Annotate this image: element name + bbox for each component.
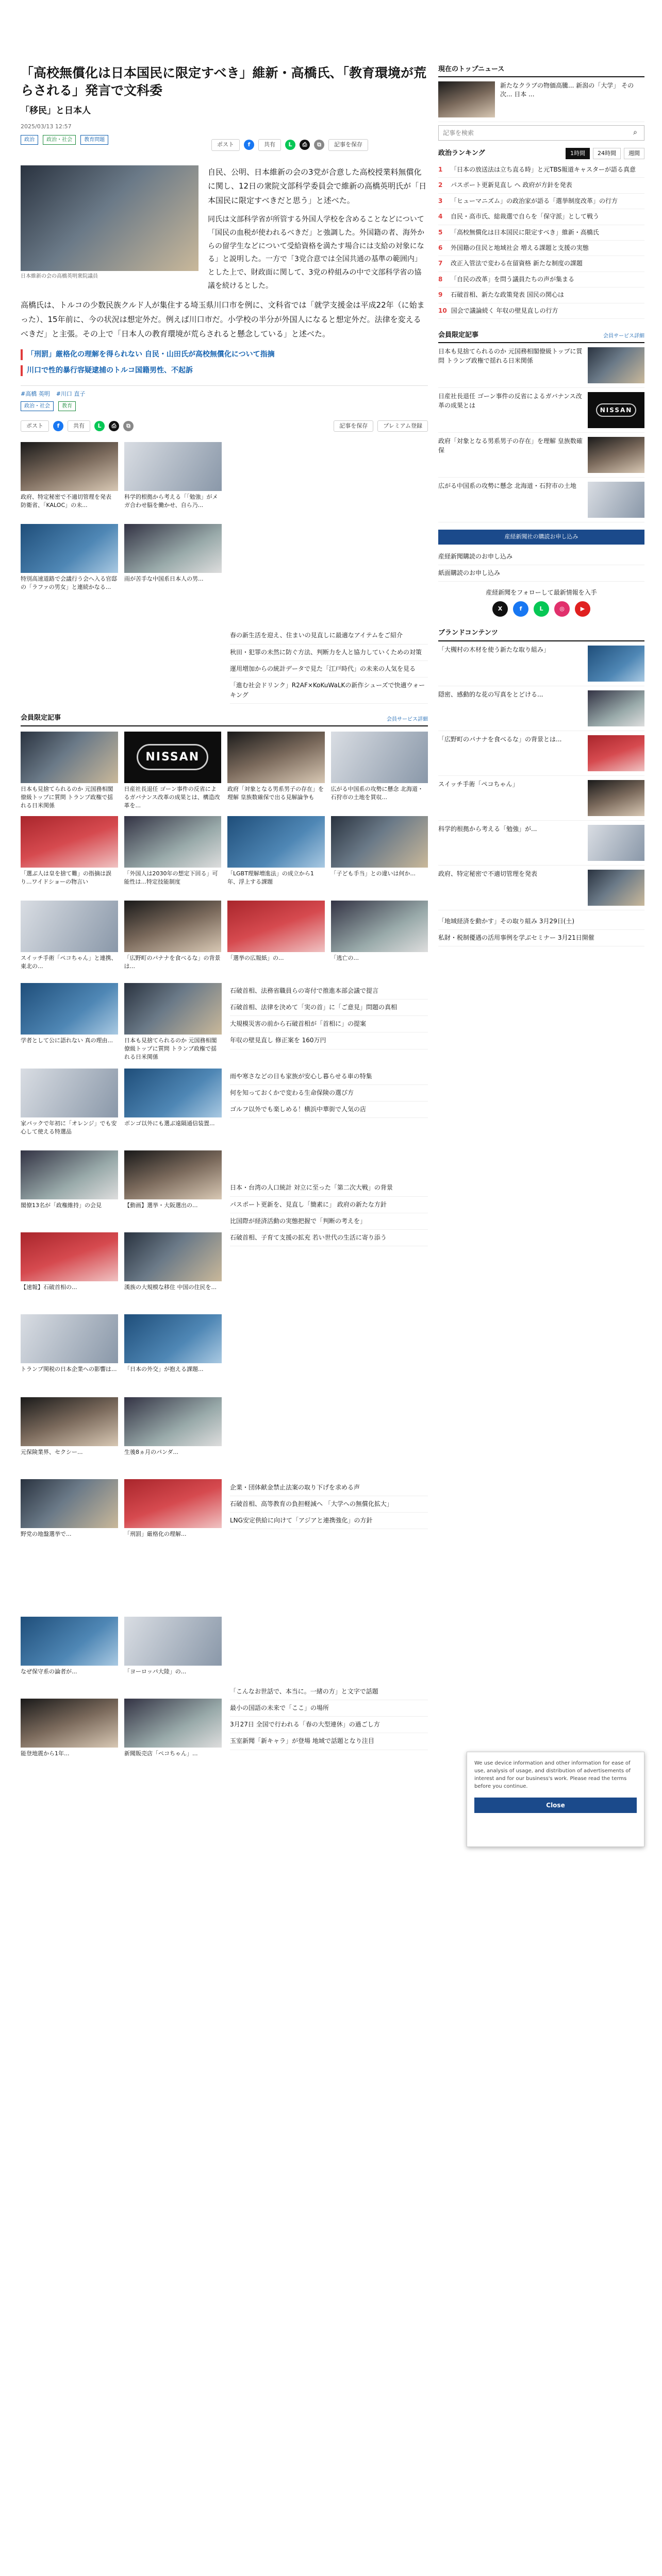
ad-text-list bbox=[230, 1069, 428, 1390]
news-card[interactable]: トランプ関税の日本企業への影響は... bbox=[21, 1314, 118, 1390]
paragraph: 同氏は文部科学省が所管する外国人学校を含めることなどについて「国民の血税が使われるべきだ」と強調した。外国籍の者、海外からの留学生などについて受給資格を満たす場合には支給の対象になる」と説明した。一方で「3党合意では全国共通の基準の範囲内」とした上で、財政面に関して、3党の枠組みの中で文部科学省の協議を続けるとした。 bbox=[208, 215, 424, 291]
member-card[interactable]: 学者として公に語れない 真の理由... bbox=[21, 983, 118, 1061]
share-button[interactable]: 共有 bbox=[258, 139, 281, 151]
member-card[interactable]: 広がる中国系の攻勢に懸念 北海道・石狩市の土地を買収... bbox=[331, 732, 428, 810]
ranking-item[interactable]: 4 自民・高市氏、総裁選で自らを「保守派」として戦う bbox=[438, 209, 644, 225]
member-card[interactable]: 「LGBT理解増進法」の成立から1年、浮上する課題 bbox=[227, 816, 325, 894]
text-link[interactable]: パスポート更新を、見直し「簡素に」 政府の新たな方針 bbox=[230, 1197, 428, 1213]
member-card[interactable]: 「選挙の広報紙」の... bbox=[227, 901, 325, 979]
member-text-list bbox=[230, 983, 428, 1061]
news-card[interactable]: 野党の地盤選挙で... bbox=[21, 1479, 118, 1555]
ranking-item[interactable]: 8 「自民の改革」を問う議員たちの声が集まる bbox=[438, 272, 644, 287]
sidebar bbox=[438, 0, 644, 946]
ranking-item[interactable]: 2 パスポート更新見直し へ 政府が方針を発表 bbox=[438, 178, 644, 193]
member-card[interactable]: 「逃亡の... bbox=[331, 901, 428, 979]
member-section-header bbox=[21, 713, 428, 726]
text-link[interactable]: 年収の壁見直し 修正案を 160万円 bbox=[230, 1032, 428, 1049]
final-area bbox=[21, 1617, 428, 1774]
photo-caption: 日本維新の会の高橋英明衆院議員 bbox=[21, 273, 98, 279]
author-tags bbox=[21, 385, 428, 399]
member-card[interactable]: 日本も見捨てられるのか 元国務相閣僚級トップに質問 トランプ政権で揺れる日米関係 bbox=[124, 983, 222, 1061]
top-news-title: 現在のトップニュース bbox=[438, 64, 644, 77]
ad-card[interactable]: 家パックで年初に「オレンジ」でも安心して使える特選品 bbox=[21, 1069, 118, 1144]
ranking-item[interactable]: 5 「高校無償化は日本国民に限定すべき」維新・高橋氏 bbox=[438, 225, 644, 241]
bottom-text-list bbox=[230, 1397, 428, 1555]
member-section bbox=[21, 713, 428, 1061]
copy-link-icon[interactable]: ⧉ bbox=[314, 140, 324, 150]
subscribe-banner[interactable]: 産経新聞社の購読お申し込み bbox=[438, 530, 644, 545]
youtube-icon[interactable]: ▶ bbox=[575, 601, 590, 617]
news-card[interactable]: 新聞販売店「ペコちゃん」... bbox=[124, 1699, 222, 1774]
text-link[interactable]: 最小の国語の未来で「ここ」の場所 bbox=[230, 1700, 428, 1717]
search-icon[interactable]: ⌕ bbox=[633, 128, 637, 137]
consent-close-button[interactable]: Close bbox=[474, 1798, 637, 1813]
lead-block bbox=[21, 165, 428, 294]
related-area bbox=[21, 442, 428, 704]
author-tag[interactable]: #高橋 英明 bbox=[21, 391, 50, 398]
member-card[interactable]: NISSAN 日産社長退任 ゴーン事件の反省によるガバナンス改革の成果とは、構造改革を... bbox=[124, 732, 222, 810]
brand-card[interactable]: 「大槻村の木材を使う新たな取り組み」 bbox=[438, 641, 644, 686]
text-link[interactable]: 比国際が経済活動の実態把握で「判断の考えを」 bbox=[230, 1213, 428, 1230]
promo-link[interactable]: 秋田・犯罪の未然に防ぐ方法、判断力を人と協力していくための対策 bbox=[230, 645, 428, 661]
author-tag[interactable]: #川口 直子 bbox=[56, 391, 86, 398]
member-card[interactable]: 日本も見捨てられるのか 元国務相閣僚級トップに質問 トランプ政権で揺れる日米関係 bbox=[21, 732, 118, 810]
brand-card[interactable]: 隠密、感動的な花の写真をとどける... bbox=[438, 686, 644, 731]
brand-card[interactable]: 科学的根拠から考える「勉強」が... bbox=[438, 821, 644, 866]
text-link[interactable]: 石破首相、法務省職員らの寄付で推進本部会議で提言 bbox=[230, 983, 428, 999]
news-card[interactable]: 【動画】選挙・大阪選出の... bbox=[124, 1150, 222, 1226]
member-card[interactable]: 「広野町のパナナを食べるな」の背景は... bbox=[124, 901, 222, 979]
ranking-item[interactable]: 6 外国籍の住民と地域社会 増える課題と支援の実態 bbox=[438, 241, 644, 256]
print-icon[interactable]: ⎙ bbox=[109, 421, 119, 431]
section-title: 会員限定記事 bbox=[21, 714, 61, 722]
text-link[interactable]: 石破首相、高等教育の負担軽減へ 「大学への無償化拡大」 bbox=[230, 1496, 428, 1513]
search-input[interactable] bbox=[439, 126, 626, 140]
share-button[interactable]: 共有 bbox=[68, 420, 90, 432]
related-links bbox=[21, 349, 428, 376]
paragraph: 高橋氏は、トルコの少数民族クルド人が集住する埼玉県川口市を例に、文科省では「就学支援金は平成22年（に始まった）、15年前に、今の状況は想定外だ。例えば川口市だ。小学校の半分が外国人になると想定外だ。法律を変えるべきだ」と主張。その上で「日本人の教育環境が荒らされると懸念している」と述べた。 bbox=[21, 300, 425, 338]
post-button[interactable]: ポスト bbox=[211, 139, 240, 151]
line-icon[interactable]: L bbox=[94, 421, 105, 431]
post-button[interactable]: ポスト bbox=[21, 420, 49, 432]
ranking-item[interactable]: 3 「ヒューマニズム」の政治家が語る「選挙制度改革」の行方 bbox=[438, 194, 644, 209]
tag[interactable]: 政治・社会 bbox=[43, 135, 76, 145]
sns-links bbox=[438, 601, 644, 617]
tab-week[interactable]: 週間 bbox=[624, 148, 644, 160]
lead-photo-block bbox=[21, 165, 198, 294]
paragraph: 自民、公明、日本維新の会の3党が合意した高校授業料無償化に関し、12日の衆院文部科学委員会で維新の高橋英明氏が「日本国民に限定すべきだと思う」と述べた。 bbox=[208, 167, 427, 205]
ranking-tabs bbox=[566, 148, 644, 160]
member-card[interactable]: 政府「対象となる男系男子の存在」を理解 皇族数確保で出る見解論争も bbox=[227, 732, 325, 810]
share-bar-bottom bbox=[21, 420, 428, 432]
ranking-item[interactable]: 1 「日本の放送法は立ち直る時」と元TBS報道キャスターが語る真意 bbox=[438, 162, 644, 178]
ad-link[interactable]: 雨や寒さなどの日も家族が安心し暮らせる車の特集 bbox=[230, 1069, 428, 1085]
brand-header: ブランドコンテンツ bbox=[438, 628, 644, 641]
subscribe-link[interactable]: 産経新聞購読のお申し込み bbox=[438, 549, 644, 565]
related-link[interactable]: 川口で性的暴行容疑逮捕のトルコ国籍男性、不起訴 bbox=[21, 365, 428, 376]
tab-24h[interactable]: 24時間 bbox=[593, 148, 621, 160]
more-link[interactable]: 会員サービス詳細 bbox=[387, 716, 428, 722]
facebook-icon[interactable]: f bbox=[244, 140, 254, 150]
copy-link-icon[interactable]: ⧉ bbox=[123, 421, 134, 431]
news-card[interactable]: 閣僚13名が「政権維持」の会見 bbox=[21, 1150, 118, 1226]
event-link[interactable]: 「地域経済を動かす」その取り組み 3月29日(土) bbox=[438, 913, 644, 930]
news-card[interactable]: 「刑罰」厳格化の理解... bbox=[124, 1479, 222, 1555]
news-card[interactable]: 生後8ヵ月のパンダ... bbox=[124, 1397, 222, 1473]
news-card[interactable]: 【速報】石破首相の... bbox=[21, 1232, 118, 1308]
line-icon[interactable]: L bbox=[285, 140, 295, 150]
promo-link[interactable]: 運用増加からの統計データで見た「江戸時代」の未来の人気を見る bbox=[230, 661, 428, 677]
premium-card[interactable]: 日本も見捨てられるのか 元国務相閣僚級トップに質問 トランプ政権で揺れる日米関係 bbox=[438, 343, 644, 388]
article-meta bbox=[21, 123, 428, 131]
top-news-card[interactable]: 新たなクラブの物価高騰... 新潟の「大学」 その次... 日本 ... bbox=[438, 77, 644, 122]
related-card[interactable]: 科学的根拠から考える「「勉強」がメガ合わせ脳を働かせ、自ら乃... bbox=[124, 442, 222, 518]
consent-dialog bbox=[467, 1752, 644, 1847]
related-card[interactable]: 雨が苦手な中国系日本人の男... bbox=[124, 524, 222, 600]
text-link[interactable]: 石破首相、子育て支援の拡充 若い世代の生活に寄り添う bbox=[230, 1230, 428, 1246]
related-card[interactable]: 特別高速道路で会議行う会へ入る官邸の「ラファの男女」と連続かなる... bbox=[21, 524, 118, 600]
promo-link[interactable]: 「進む社会ドリンク」R2AF×KoKuWaLKの新作シューズで快適ウォーキング bbox=[230, 677, 428, 704]
news-card[interactable]: なぜ保守系の論者が... bbox=[21, 1617, 118, 1692]
lead-photo[interactable] bbox=[21, 165, 198, 271]
ranking-list bbox=[438, 162, 644, 319]
save-article-button[interactable]: 記事を保存 bbox=[328, 139, 368, 151]
member-card[interactable]: 「子ども手当」との違いは何か... bbox=[331, 816, 428, 894]
tab-1h[interactable]: 1時間 bbox=[566, 148, 590, 160]
tag[interactable]: 政治 bbox=[21, 135, 38, 145]
save-article-button[interactable]: 記事を保存 bbox=[334, 420, 373, 432]
premium-button[interactable]: プレミアム登録 bbox=[377, 420, 428, 432]
text-link[interactable]: LNG安定供給に向けて「アジアと連携強化」の方針 bbox=[230, 1513, 428, 1529]
related-link[interactable]: 「刑罰」厳格化の理解を得られない 自民・山田氏が高校無償化について指摘 bbox=[21, 349, 428, 360]
news-card[interactable]: 元保険業界、セクシー... bbox=[21, 1397, 118, 1473]
event-link[interactable]: 私財・税制優遇の活用事例を学ぶセミナー 3月21日開催 bbox=[438, 930, 644, 946]
ad-link[interactable]: 何を知っておくかで変わる生命保険の選び方 bbox=[230, 1085, 428, 1101]
text-link[interactable]: 「こんなお世話で、本当に。一緒の方」と文字で話題 bbox=[230, 1684, 428, 1700]
instagram-icon[interactable]: ◎ bbox=[554, 601, 570, 617]
mid-ads bbox=[21, 1069, 428, 1390]
text-link[interactable]: 日本・台湾の人口統計 対立に至った「第二次大戦」の背景 bbox=[230, 1180, 428, 1196]
line-icon[interactable]: L bbox=[534, 601, 549, 617]
ranking-title: 政治ランキング bbox=[438, 149, 485, 157]
facebook-icon[interactable]: f bbox=[53, 421, 63, 431]
ranking-item[interactable]: 9 石破首相、新たな政策発表 国民の関心は bbox=[438, 287, 644, 303]
news-card[interactable]: 「日本の外交」が抱える課題... bbox=[124, 1314, 222, 1390]
tag[interactable]: 教育 bbox=[58, 401, 76, 411]
member-card[interactable]: 「外国人は2030年の想定下回る」可能性は...特定技能制度 bbox=[124, 816, 222, 894]
print-icon[interactable]: ⎙ bbox=[300, 140, 310, 150]
article-title: 「高校無償化は日本国民に限定すべき」維新・高橋氏、「教育環境が荒らされる」発言で文科委 bbox=[21, 65, 427, 98]
article-date: 2025/03/13 12:57 bbox=[21, 123, 72, 130]
text-link[interactable]: 大規模災害の前から石破首相が「首相に」の提案 bbox=[230, 1016, 428, 1032]
news-card[interactable]: 漢族の大規模な移住 中国の住民を... bbox=[124, 1232, 222, 1308]
related-card[interactable]: 政府、特定秘密で不適切管理を発表 防衛省、「KALOC」の未... bbox=[21, 442, 118, 518]
promo-link[interactable]: 春の新生活を迎え、住まいの見直しに最適なアイテムをご紹介 bbox=[230, 628, 428, 644]
category-tags bbox=[21, 401, 428, 411]
related-cards bbox=[21, 442, 222, 704]
ad-link[interactable]: ゴルフ以外でも楽しめる！横浜中華街で人気の店 bbox=[230, 1101, 428, 1118]
brand-card[interactable]: 「広野町のパナナを食べるな」の背景とは... bbox=[438, 731, 644, 776]
news-card[interactable]: 「ヨーロッパ大陸」の... bbox=[124, 1617, 222, 1692]
news-card[interactable]: 能登地震から1年... bbox=[21, 1699, 118, 1774]
more-link[interactable]: 会員サービス詳細 bbox=[603, 333, 644, 340]
ranking-item[interactable]: 7 改正入管法で変わる在留資格 新たな制度の課題 bbox=[438, 256, 644, 272]
tag[interactable]: 教育問題 bbox=[80, 135, 108, 145]
text-link[interactable]: 玉室新聞「新キャラ」が登場 地域で話題となり注目 bbox=[230, 1733, 428, 1750]
text-link[interactable]: 石破首相、法律を決めて「実の首」に「ご意見」問題の真相 bbox=[230, 999, 428, 1016]
subscribe-link[interactable]: 紙面購読のお申し込み bbox=[438, 565, 644, 582]
brand-card[interactable]: 政府、特定秘密で不適切管理を発表 bbox=[438, 866, 644, 910]
main-column bbox=[21, 0, 428, 1774]
search-box bbox=[438, 125, 644, 141]
premium-card[interactable]: 日産社長退任 ゴーン事件の反省によるガバナンス改革の成果とは NISSAN bbox=[438, 388, 644, 433]
bottom-area bbox=[21, 1397, 428, 1555]
text-link[interactable]: 3月27日 全国で行われる「春の大型連休」の過ごし方 bbox=[230, 1717, 428, 1733]
final-text-list bbox=[230, 1617, 428, 1774]
share-bar bbox=[211, 139, 368, 151]
brand-card[interactable]: スイッチ手術「ペコちゃん」 bbox=[438, 776, 644, 821]
tag[interactable]: 政治・社会 bbox=[21, 401, 54, 411]
ranking-item[interactable]: 10 国会で議論続く 年収の壁見直しの行方 bbox=[438, 303, 644, 319]
ad-card[interactable]: ボンゴ以外にも選ぶ遠隔通信装置... bbox=[124, 1069, 222, 1144]
promo-links bbox=[230, 442, 428, 704]
sns-title: 産経新聞をフォローして最新情報を入手 bbox=[486, 589, 597, 597]
article-subtitle: 「移民」と日本人 bbox=[21, 105, 91, 116]
nissan-logo-image: NISSAN bbox=[124, 732, 222, 783]
premium-card[interactable]: 広がる中国系の攻勢に懸念 北海道・石狩市の土地 bbox=[438, 478, 644, 522]
member-card[interactable]: スイッチ手術「ペコちゃん」と連携、東北の... bbox=[21, 901, 118, 979]
consent-text: We use device information and other information for ease of use, analysis of usage, and distribution of advertisements of interest and for our business's work. Please read the terms before you continue. bbox=[474, 1760, 631, 1789]
text-link[interactable]: 企業・団体献金禁止法案の取り下げを求める声 bbox=[230, 1480, 428, 1496]
x-icon[interactable]: X bbox=[492, 601, 508, 617]
lead-text bbox=[208, 165, 428, 294]
member-card[interactable]: 「選ぶ人は皇を捨て難」の指摘は誤り...ワイドショーの物言い bbox=[21, 816, 118, 894]
premium-header: 会員限定記事 会員サービス詳細 bbox=[438, 330, 644, 344]
premium-card[interactable]: 政府「対象となる男系男子の存在」を理解 皇族数確保 bbox=[438, 433, 644, 478]
facebook-icon[interactable]: f bbox=[513, 601, 528, 617]
